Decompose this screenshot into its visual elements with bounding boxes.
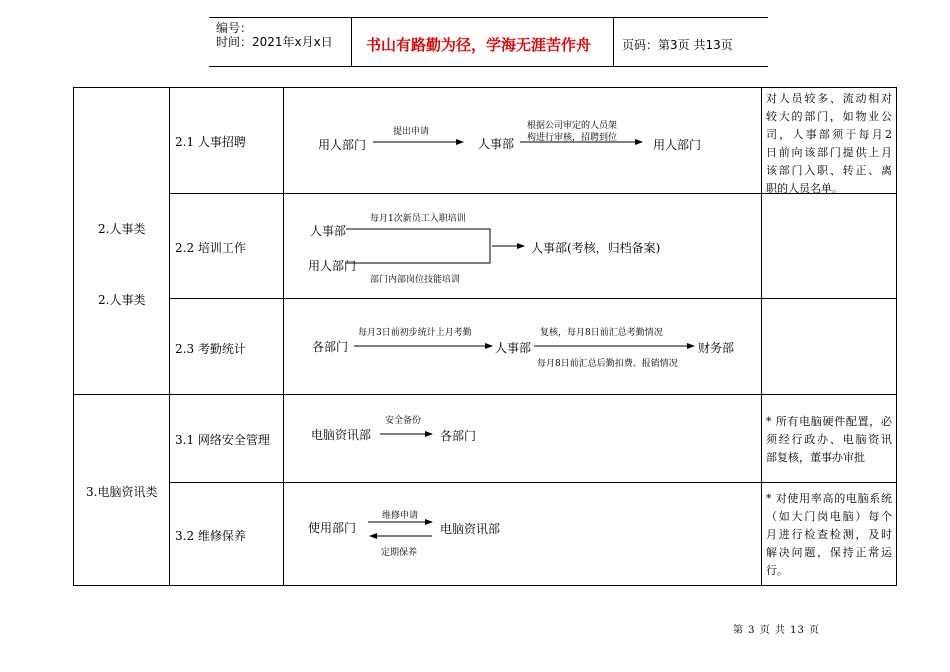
item-attendance: 2.3 考勤统计 — [175, 342, 246, 356]
category-it: 3.电脑资讯类 — [86, 485, 158, 499]
flow-label-apply: 提出申请 — [393, 127, 430, 137]
category-personnel-repeat: 2.人事类 — [98, 293, 146, 307]
flow-node-it-dept: 电脑资讯部 — [311, 428, 372, 442]
item-training: 2.2 培训工作 — [175, 241, 246, 255]
flow-node-user-dept-source: 用人部门 — [308, 259, 357, 273]
flow-label-review-attendance: 复核，每月8日前汇总考勤情况 — [540, 328, 663, 338]
page-info: 页码：第3页 共13页 — [622, 38, 733, 52]
flow-label-scheduled-maintenance: 定期保养 — [381, 548, 418, 558]
item-maintenance: 3.2 维修保养 — [175, 529, 246, 543]
flow-node-departments: 各部门 — [312, 340, 349, 354]
note-maintenance: * 对使用率高的电脑系统 （如大门岗电脑）每个 月进行检查检测，及时 解决问题，保持正常运 行。 — [766, 492, 892, 577]
item-recruitment: 2.1 人事招聘 — [175, 135, 246, 149]
flow-node-hr-attendance: 人事部 — [495, 341, 532, 355]
flow-node-user-dept: 用人部门 — [318, 138, 367, 152]
flow-node-it-dept-maint: 电脑资讯部 — [440, 522, 501, 536]
flow-label-deductions: 每月8日前汇总后勤扣费、报销情况 — [537, 359, 678, 369]
item-network-security: 3.1 网络安全管理 — [175, 433, 270, 447]
flow-label-review-1: 根据公司审定的人员架 — [527, 121, 618, 131]
flow-node-hr-archive: 人事部(考核，归档备案) — [531, 241, 661, 255]
page-footer: 第 3 页 共 13 页 — [733, 625, 820, 636]
note-network-security: * 所有电脑硬件配置，必 须经行政办、电脑资讯 部复核，董事办审批 — [766, 415, 892, 464]
note-recruitment: 对人员较多、流动相对 较大的部门，如物业公 司，人事部须于每月2 日前向该部门提供上月 该部门入职、转正、离 职的人员名单。 — [766, 92, 892, 195]
doc-time: 时间：2021年x月x日 — [216, 35, 333, 49]
doc-number-label: 编号： — [216, 21, 253, 35]
flow-label-backup: 安全备份 — [385, 416, 422, 426]
flow-label-monthly-stats: 每月3日前初步统计上月考勤 — [358, 328, 472, 338]
flow-label-review-2: 构进行审核，招聘到位 — [527, 133, 618, 143]
flow-label-skill-training: 部门内部岗位技能培训 — [370, 275, 461, 285]
flow-node-hr-source: 人事部 — [310, 224, 347, 238]
flow-label-repair-request: 维修申请 — [382, 511, 419, 521]
flow-node-hr: 人事部 — [478, 137, 515, 151]
flow-node-finance: 财务部 — [698, 341, 735, 355]
category-personnel: 2.人事类 — [98, 222, 146, 236]
flow-node-using-dept: 使用部门 — [308, 521, 357, 535]
flow-node-user-dept-target: 用人部门 — [653, 138, 702, 152]
flow-label-new-hire-training: 每月1次新员工入职培训 — [370, 214, 466, 224]
bracket-training — [346, 229, 490, 263]
header-motto: 书山有路勤为径，学海无涯苦作舟 — [366, 36, 592, 54]
flow-node-all-depts: 各部门 — [440, 429, 477, 443]
